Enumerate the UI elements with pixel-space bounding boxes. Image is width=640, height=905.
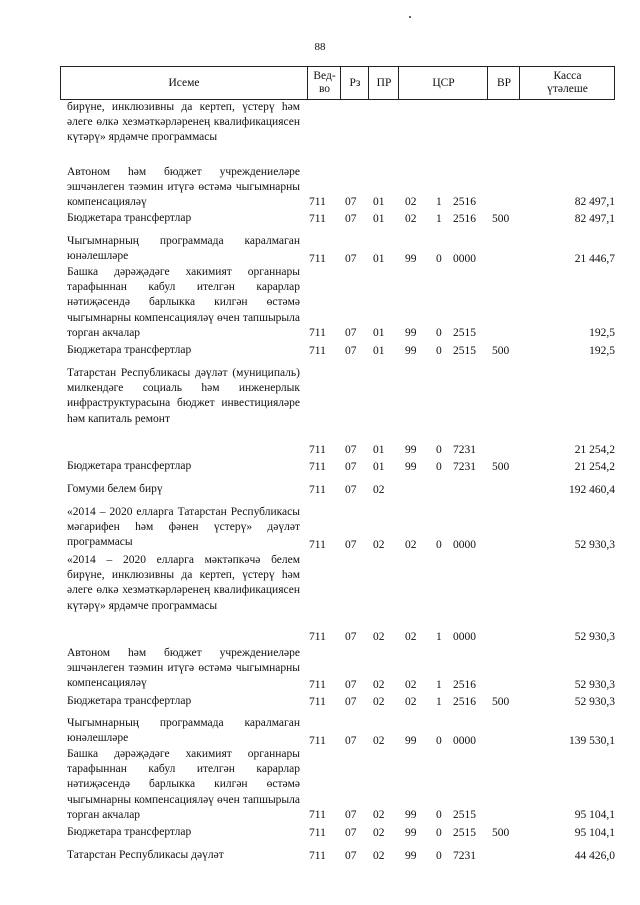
row-c2: 0	[436, 345, 442, 357]
row-sum: 192 460,4	[569, 484, 615, 496]
page-number: 88	[314, 41, 326, 53]
row-c1: 99	[405, 253, 417, 265]
row-c2: 1	[436, 213, 442, 225]
row-c1: 99	[405, 827, 417, 839]
row-sum: 52 930,3	[574, 696, 615, 708]
table-row	[60, 825, 615, 841]
row-sum: 52 930,3	[574, 679, 615, 691]
table-row	[60, 234, 615, 267]
row-c3: 2516	[453, 213, 476, 225]
row-name: Бюджетара трансфертлар	[67, 212, 192, 224]
row-pr: 02	[373, 679, 385, 691]
row-sum: 82 497,1	[574, 196, 615, 208]
row-sum: 82 497,1	[574, 213, 615, 225]
row-c1: 02	[405, 213, 417, 225]
row-name: Башка дәрәҗәдәге хакимият органнары тарафыннан кабул ителгән карарлар нәтиҗәсендә барлыкка килгән өстәмә чыгымнарны компенсацияләү өчен тапшырыла торган акчалар	[67, 266, 300, 339]
row-vr: 500	[492, 461, 510, 473]
scan-speck	[409, 16, 411, 18]
row-ved: 711	[309, 735, 326, 747]
row-rz: 07	[345, 213, 357, 225]
row-pr: 02	[373, 827, 385, 839]
row-sum: 44 426,0	[574, 850, 615, 862]
row-pr: 01	[373, 327, 385, 339]
row-sum: 52 930,3	[574, 631, 615, 643]
table-row	[60, 716, 615, 749]
row-name: Татарстан Республикасы дәүләт	[67, 849, 224, 861]
table-row	[60, 366, 615, 458]
row-c3: 2516	[453, 196, 476, 208]
row-vr: 500	[492, 696, 510, 708]
row-sum: 192,5	[589, 345, 615, 357]
table-row	[60, 343, 615, 359]
row-pr: 01	[373, 345, 385, 357]
row-c3: 0000	[453, 631, 476, 643]
row-ved: 711	[309, 631, 326, 643]
row-c2: 1	[436, 679, 442, 691]
row-rz: 07	[345, 253, 357, 265]
table-row	[60, 100, 615, 157]
row-pr: 01	[373, 253, 385, 265]
row-c1: 02	[405, 539, 417, 551]
row-c2: 0	[436, 327, 442, 339]
table-row	[60, 646, 615, 693]
table-row	[60, 694, 615, 710]
table-header	[60, 66, 615, 100]
row-c1: 99	[405, 327, 417, 339]
row-pr: 01	[373, 196, 385, 208]
header-vr: ВР	[487, 67, 520, 99]
row-c1: 99	[405, 444, 417, 456]
row-c1: 99	[405, 809, 417, 821]
row-ved: 711	[309, 196, 326, 208]
row-rz: 07	[345, 827, 357, 839]
row-c3: 0000	[453, 253, 476, 265]
row-c3: 7231	[453, 461, 476, 473]
table-row	[60, 211, 615, 227]
row-c2: 0	[436, 539, 442, 551]
row-c3: 2515	[453, 327, 476, 339]
row-name: Автоном һәм бюджет учреждениеләре эшчәнлеген тәэмин итүгә өстәмә чыгымнарны компенсацияләү	[67, 647, 300, 690]
row-name: Башка дәрәҗәдәге хакимият органнары тарафыннан кабул ителгән карарлар нәтиҗәсендә барлыкка килгән өстәмә чыгымнарны компенсацияләү өчен тапшырыла торган акчалар	[67, 748, 300, 821]
row-vr: 500	[492, 345, 510, 357]
row-name: Гомуми белем бирү	[67, 483, 163, 495]
row-ved: 711	[309, 444, 326, 456]
row-ved: 711	[309, 327, 326, 339]
row-c1: 02	[405, 196, 417, 208]
row-c2: 1	[436, 196, 442, 208]
row-name: бирүне, инклюзивны да кертеп, үстерү һәм әлеге өлкә хезмәткәрләренең квалификациясен күтәрү» ярдәмче программасы	[67, 101, 300, 144]
row-c3: 0000	[453, 539, 476, 551]
header-rz: Рз	[340, 67, 369, 99]
row-sum: 95 104,1	[574, 827, 615, 839]
row-pr: 01	[373, 461, 385, 473]
row-pr: 02	[373, 631, 385, 643]
row-c3: 7231	[453, 850, 476, 862]
row-c1: 99	[405, 735, 417, 747]
row-rz: 07	[345, 444, 357, 456]
row-name: Чыгымнарның программада каралмаган юнәлешләре	[67, 717, 300, 745]
table-row	[60, 165, 615, 210]
row-pr: 01	[373, 213, 385, 225]
row-rz: 07	[345, 696, 357, 708]
row-sum: 21 254,2	[574, 444, 615, 456]
row-name: Бюджетара трансфертлар	[67, 344, 192, 356]
row-rz: 07	[345, 631, 357, 643]
table-row	[60, 459, 615, 475]
row-rz: 07	[345, 461, 357, 473]
header-name: Исеме	[168, 76, 200, 89]
row-sum: 95 104,1	[574, 809, 615, 821]
table-row	[60, 553, 615, 645]
row-pr: 02	[373, 850, 385, 862]
row-c3: 7231	[453, 444, 476, 456]
row-name: Чыгымнарның программада каралмаган юнәлешләре	[67, 235, 300, 263]
row-c2: 0	[436, 850, 442, 862]
row-rz: 07	[345, 327, 357, 339]
row-ved: 711	[309, 345, 326, 357]
row-c2: 1	[436, 631, 442, 643]
row-rz: 07	[345, 345, 357, 357]
row-c3: 0000	[453, 735, 476, 747]
table-row	[60, 482, 615, 498]
row-vr: 500	[492, 827, 510, 839]
row-rz: 07	[345, 484, 357, 496]
row-pr: 02	[373, 696, 385, 708]
row-c3: 2516	[453, 679, 476, 691]
budget-table	[60, 66, 615, 862]
row-c2: 0	[436, 735, 442, 747]
row-pr: 01	[373, 444, 385, 456]
row-sum: 21 254,2	[574, 461, 615, 473]
row-rz: 07	[345, 539, 357, 551]
header-kassa: Касса үтәлеше	[519, 67, 615, 99]
row-pr: 02	[373, 809, 385, 821]
row-c3: 2515	[453, 827, 476, 839]
row-c1: 99	[405, 461, 417, 473]
row-rz: 07	[345, 850, 357, 862]
row-name: Татарстан Республикасы дәүләт (муниципаль) милкендәге социаль һәм инженерлык инфраструктурасына бюджет инвестицияләре һәм капиталь ремонт	[67, 367, 300, 425]
row-c1: 02	[405, 679, 417, 691]
row-sum: 21 446,7	[574, 253, 615, 265]
row-c2: 0	[436, 809, 442, 821]
row-ved: 711	[309, 213, 326, 225]
row-name: Бюджетара трансфертлар	[67, 826, 192, 838]
row-rz: 07	[345, 196, 357, 208]
row-ved: 711	[309, 809, 326, 821]
row-c1: 99	[405, 850, 417, 862]
row-rz: 07	[345, 735, 357, 747]
table-row	[60, 505, 615, 553]
row-c2: 0	[436, 444, 442, 456]
row-c2: 0	[436, 827, 442, 839]
row-pr: 02	[373, 539, 385, 551]
row-name: «2014 – 2020 елларга Татарстан Республикасы мәгарифен һәм фәнен үстерү» дәүләт программасы	[67, 506, 300, 549]
header-pr: ПР	[368, 67, 399, 99]
row-ved: 711	[309, 827, 326, 839]
row-ved: 711	[309, 696, 326, 708]
row-sum: 192,5	[589, 327, 615, 339]
header-ved: Вед- во	[307, 67, 341, 99]
table-row	[60, 265, 615, 341]
header-csr: ЦСР	[398, 67, 488, 99]
row-sum: 52 930,3	[574, 539, 615, 551]
row-c2: 0	[436, 253, 442, 265]
row-ved: 711	[309, 539, 326, 551]
row-rz: 07	[345, 809, 357, 821]
row-name: Автоном һәм бюджет учреждениеләре эшчәнлеген тәэмин итүгә өстәмә чыгымнарны компенсацияләү	[67, 166, 300, 209]
row-ved: 711	[309, 850, 326, 862]
row-name: Бюджетара трансфертлар	[67, 460, 192, 472]
table-row	[60, 747, 615, 823]
row-name: Бюджетара трансфертлар	[67, 695, 192, 707]
row-c3: 2515	[453, 345, 476, 357]
row-name: «2014 – 2020 елларга мәктәпкәчә белем бирүне, инклюзивны да кертеп, үстерү һәм әлеге өлкә хезмәткәрләренең квалификациясен күтәрү» ярдәмче программасы	[67, 554, 300, 612]
row-sum: 139 530,1	[569, 735, 615, 747]
row-ved: 711	[309, 484, 326, 496]
row-c1: 02	[405, 631, 417, 643]
row-c3: 2516	[453, 696, 476, 708]
row-pr: 02	[373, 484, 385, 496]
row-ved: 711	[309, 679, 326, 691]
row-vr: 500	[492, 213, 510, 225]
row-c2: 0	[436, 461, 442, 473]
row-c1: 02	[405, 696, 417, 708]
row-c2: 1	[436, 696, 442, 708]
row-ved: 711	[309, 253, 326, 265]
row-ved: 711	[309, 461, 326, 473]
row-c1: 99	[405, 345, 417, 357]
row-c3: 2515	[453, 809, 476, 821]
row-rz: 07	[345, 679, 357, 691]
row-pr: 02	[373, 735, 385, 747]
table-row	[60, 848, 615, 864]
